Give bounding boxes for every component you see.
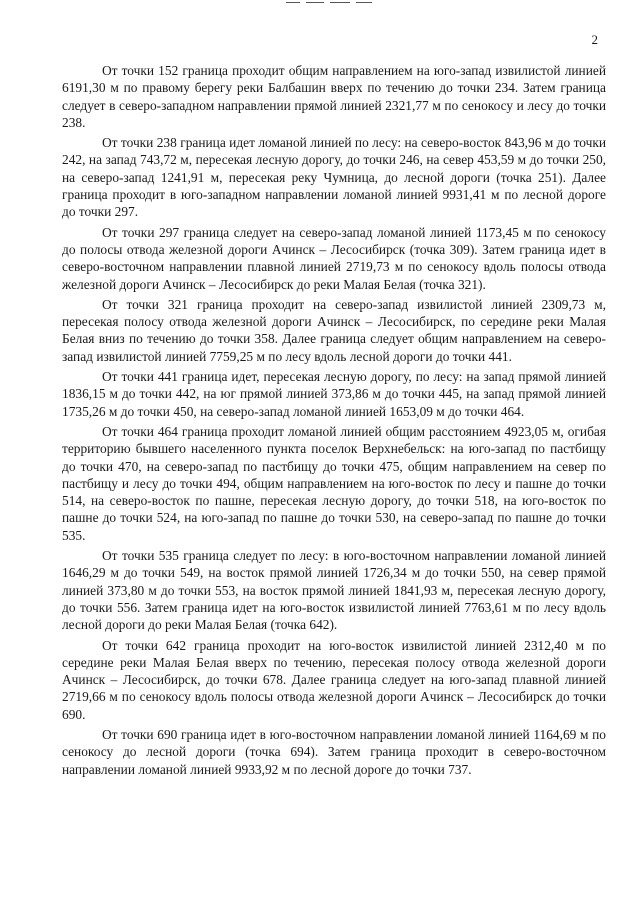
paragraph-2: От точки 238 граница идет ломаной линией по лесу: на северо-восток 843,96 м до точки 242, на запад 743,72 м, пересекая лесную дорогу, до точки 246, на север 453,59 м до точки 250, на северо-запад 1241,91 м, пересекая реку Чумница, до лесной дороги (точка 251). Далее граница проходит в юго-западном направлении ломаной линией 9931,41 м по лесной дороге до точки 297. — [62, 135, 606, 220]
paragraph-4: От точки 321 граница проходит на северо-запад извилистой линией 2309,73 м, пересекая полосу отвода железной дороги Ачинск – Лесосибирск, по середине реки Малая Белая вниз по течению до точки 358. Далее граница следует общим направлением на северо-запад извилистой линией 7759,25 м по лесу вдоль лесной дороги до точки 441. — [62, 296, 606, 364]
paragraph-9: От точки 690 граница идет в юго-восточном направлении ломаной линией 1164,69 м по сенокосу до лесной дороги (точка 694). Затем граница проходит в северо-восточном направлении ломаной линией 9933,92 м по лесной дороге до точки 737. — [62, 726, 606, 777]
paragraph-7: От точки 535 граница следует по лесу: в юго-восточном направлении ломаной линией 1646,29 м до точки 549, на восток прямой линией 1726,34 м до точки 550, на север прямой линией 373,80 м до точки 553, на восток прямой линией 1841,93 м, пересекая лесную дорогу, до точки 556. Затем граница идет на юго-восток извилистой линией 7763,61 м по лесу вдоль лесной дороги до реки Малая Белая (точка 642). — [62, 548, 606, 633]
scan-mark — [286, 2, 300, 3]
page-number: 2 — [591, 32, 598, 47]
paragraph-3: От точки 297 граница следует на северо-запад ломаной линией 1173,45 м по сенокосу до полосы отвода железной дороги Ачинск – Лесосибирск (точка 309). Затем граница идет в северо-восточном направлении плавной линией 2719,73 м по сенокосу вдоль полосы отвода железной дороги Ачинск – Лесосибирск до реки Малая Белая (точка 321). — [62, 224, 606, 292]
paragraph-6: От точки 464 граница проходит ломаной линией общим расстоянием 4923,05 м, огибая территорию бывшего населенного пункта поселок Верхнебельск: на юго-запад по пастбищу до точки 470, на северо-запад по пастбищу до точки 475, общим направлением на север по пастбищу и лесу до точки 494, общим направлением на юго-восток по лесу и пашне до точки 514, на северо-восток по пашне, пересекая лесную дорогу, до точки 518, на юго-восток по пашне до точки 524, на юго-запад по пашне до точки 530, на северо-запад по пашне до точки 535. — [62, 423, 606, 543]
scan-mark — [306, 2, 324, 3]
paragraph-8: От точки 642 граница проходит на юго-восток извилистой линией 2312,40 м по середине реки Малая Белая вверх по течению, пересекая полосу отвода железной дороги Ачинск – Лесосибирск, до точки 678. Далее граница следует на юго-запад плавной линией 2719,66 м по сенокосу вдоль полосы отвода железной дороги Ачинск – Лесосибирск до точки 690. — [62, 637, 606, 722]
document-body — [62, 62, 606, 781]
paragraph-5: От точки 441 граница идет, пересекая лесную дорогу, по лесу: на запад прямой линией 1836,15 м до точки 442, на юг прямой линией 373,86 м до точки 445, на запад прямой линией 1735,26 м до точки 450, на северо-запад ломаной линией 1653,09 м до точки 464. — [62, 369, 606, 419]
scan-artifact-marks — [286, 2, 372, 3]
scan-mark — [330, 2, 350, 3]
paragraph-1: От точки 152 граница проходит общим направлением на юго-запад извилистой линией 6191,30 м по правому берегу реки Балбашин вверх по течению до точки 234. Затем граница следует в северо-западном направлении прямой линией 2321,77 м по сенокосу и лесу до точки 238. — [62, 63, 606, 130]
scan-mark — [356, 2, 372, 3]
